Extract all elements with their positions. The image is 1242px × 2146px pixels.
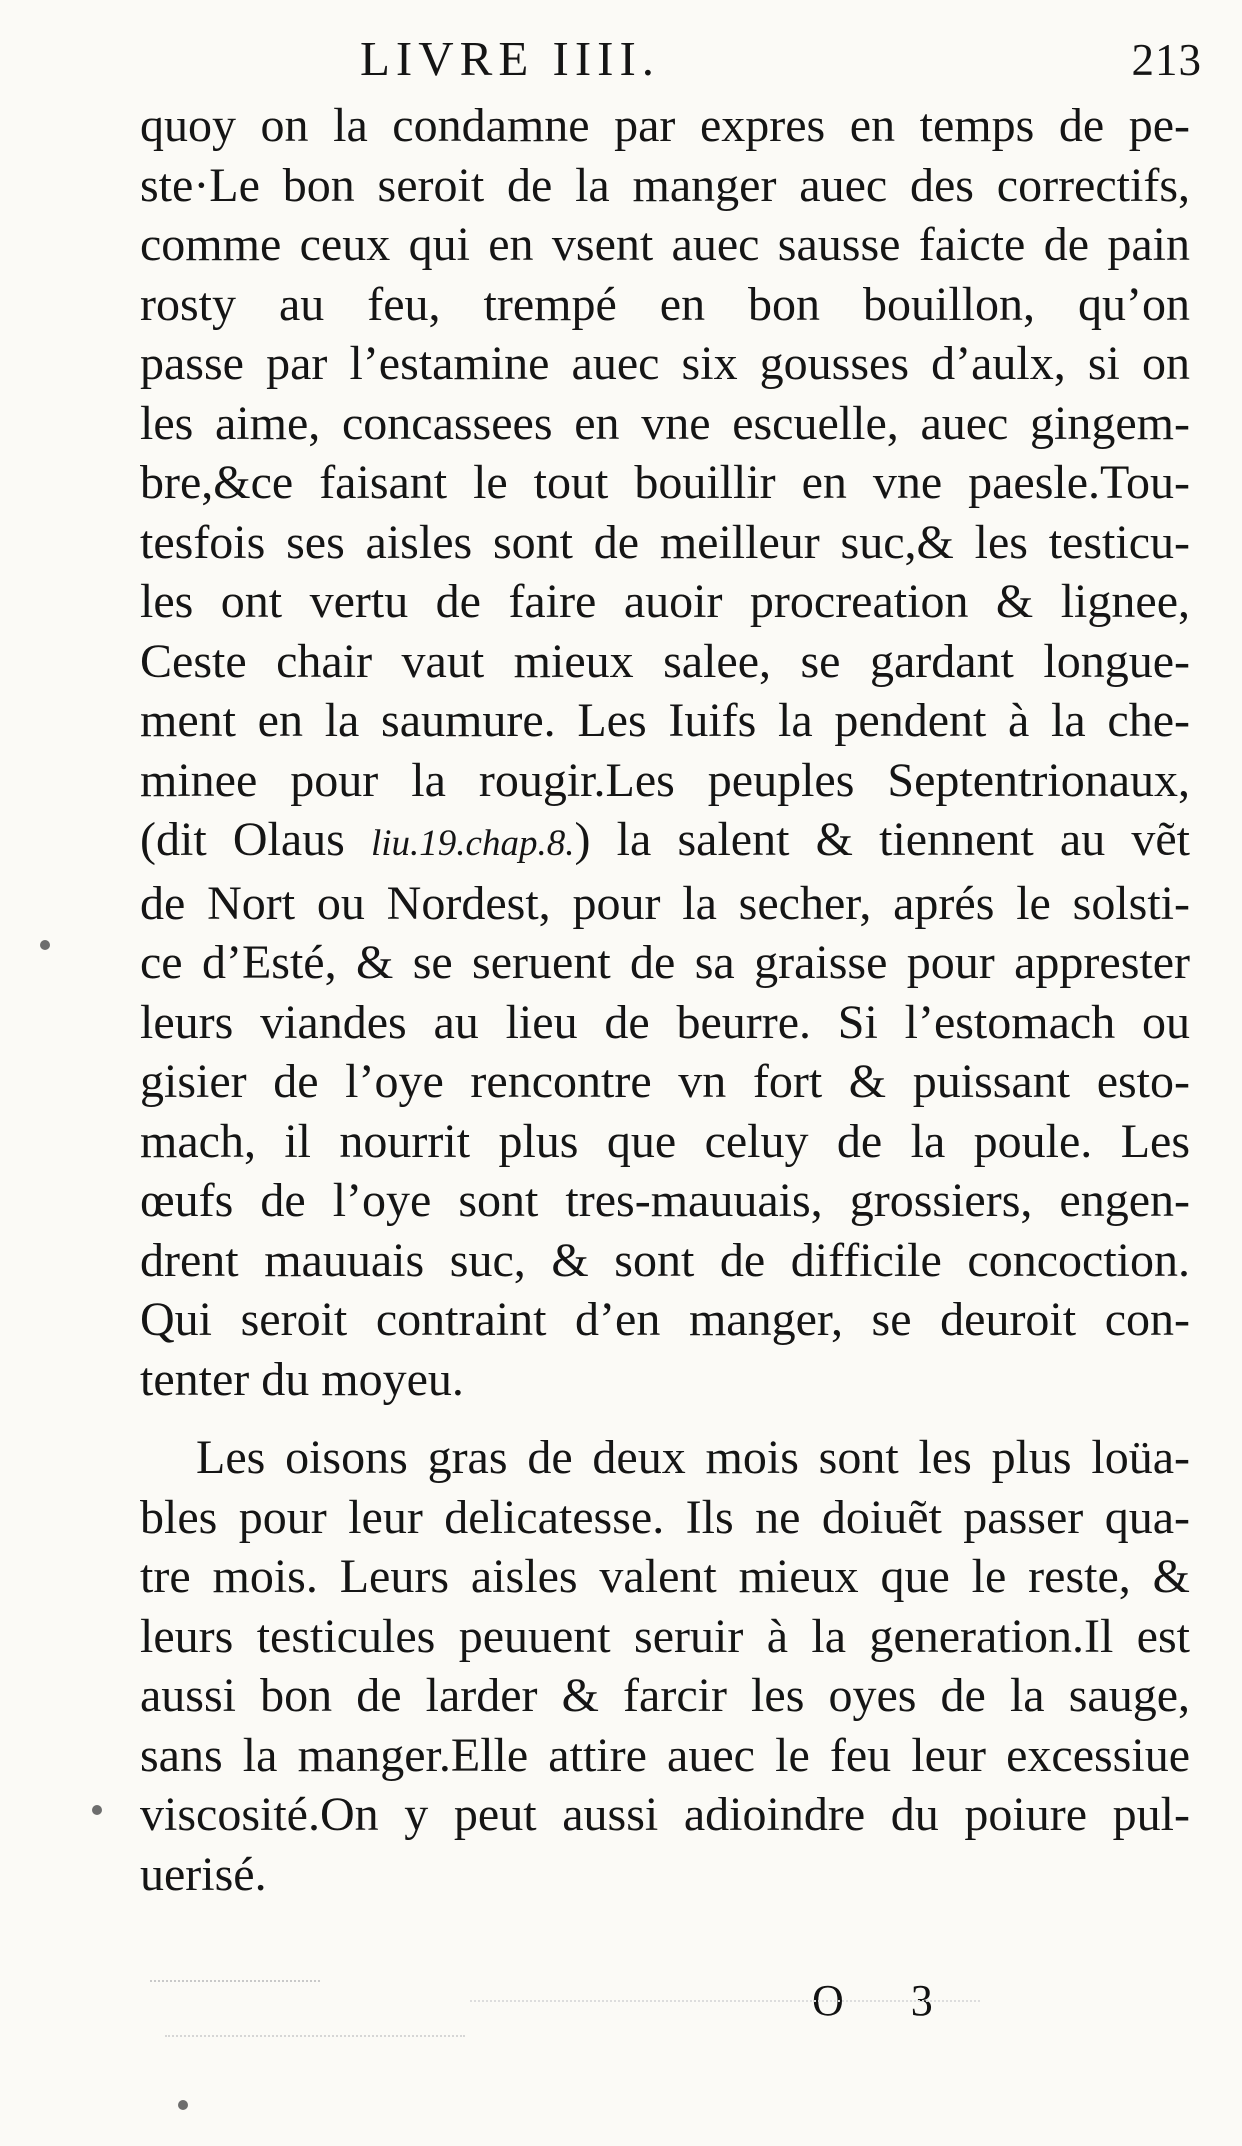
text-line: Les oisons gras de deux mois sont les plus loüa- [196,1431,1190,1484]
text-line: gisier de l’oye rencontre vn fort & puissant esto- [140,1055,1190,1108]
text-line: rosty au feu, trempé en bon bouillon, qu’on [140,277,1190,331]
text-line: ce d’Esté, & se seruent de sa graisse pour apprester [140,936,1190,989]
ink-speck [178,2100,188,2110]
text-line: tesfois ses aisles sont de meilleur suc,& les testicu- [140,515,1190,569]
text-line: Ceste chair vaut mieux salee, se gardant longue- [140,634,1190,688]
paragraph-2 [140,1428,1190,1904]
running-head: LIVRE IIII. [360,31,661,86]
text-line: passe par l’estamine auec six gousses d’aulx, si on [140,337,1190,390]
text-line: les ont vertu de faire auoir procreation & lignee, [140,575,1190,628]
text-line: minee pour la rougir.Les peuples Septentrionaux, [140,753,1190,807]
text-line: mach, il nourrit plus que celuy de la poule. Les [140,1114,1190,1168]
paragraph-1 [140,96,1190,1409]
text-line: tre mois. Leurs aisles valent mieux que le reste, & [140,1550,1190,1603]
bleed-through-mark [165,2035,465,2037]
text-line: aussi bon de larder & farcir les oyes de la sauge, [140,1669,1190,1722]
text-line: les aime, concassees en vne escuelle, auec gingem- [140,396,1190,450]
ink-speck [40,940,50,950]
text-line: comme ceux qui en vsent auec sausse faicte de pain [140,218,1190,271]
bleed-through-mark [150,1980,320,1982]
citation-line [140,810,1190,874]
page-header [360,30,1202,100]
text-line: ment en la saumure. Les Iuifs la pendent à la che- [140,694,1190,747]
text-line: leurs viandes au lieu de beurre. Si l’estomach ou [140,995,1190,1049]
page-text [140,96,1190,1904]
text-line: quoy on la condamne par expres en temps de pe- [140,99,1190,152]
text-line: ste·Le bon seroit de la manger auec des correctifs, [140,158,1190,212]
text-line: tenter du moyeu. [140,1352,464,1406]
bleed-through-mark [470,2000,980,2002]
page-number: 213 [1131,35,1202,85]
signature-mark: O 3 [812,1976,961,2025]
text-line: de Nort ou Nordest, pour la secher, aprés le solsti- [140,876,1190,930]
citation-suffix: ) la salent & tiennent au vẽt [574,813,1190,866]
ink-speck [92,1805,102,1815]
text-line: Qui seroit contraint d’en manger, se deuroit con- [140,1293,1190,1346]
text-line: leurs testicules peuuent seruir à la generation.Il est [140,1609,1190,1663]
citation-reference: liu.19.chap.8. [371,823,575,864]
text-line: œufs de l’oye sont tres-mauuais, grossiers, engen- [140,1174,1190,1227]
text-line: bre,&ce faisant le tout bouillir en vne paesle.Tou- [140,456,1190,509]
text-line: uerisé. [140,1847,267,1901]
text-line: sans la manger.Elle attire auec le feu leur excessiue [140,1728,1190,1782]
citation-prefix: (dit Olaus [140,813,371,866]
text-line: drent mauuais suc, & sont de difficile concoction. [140,1233,1190,1287]
text-line: viscosité.On y peut aussi adioindre du poiure pul- [140,1788,1190,1841]
text-line: bles pour leur delicatesse. Ils ne doiuẽt passer qua- [140,1490,1190,1544]
